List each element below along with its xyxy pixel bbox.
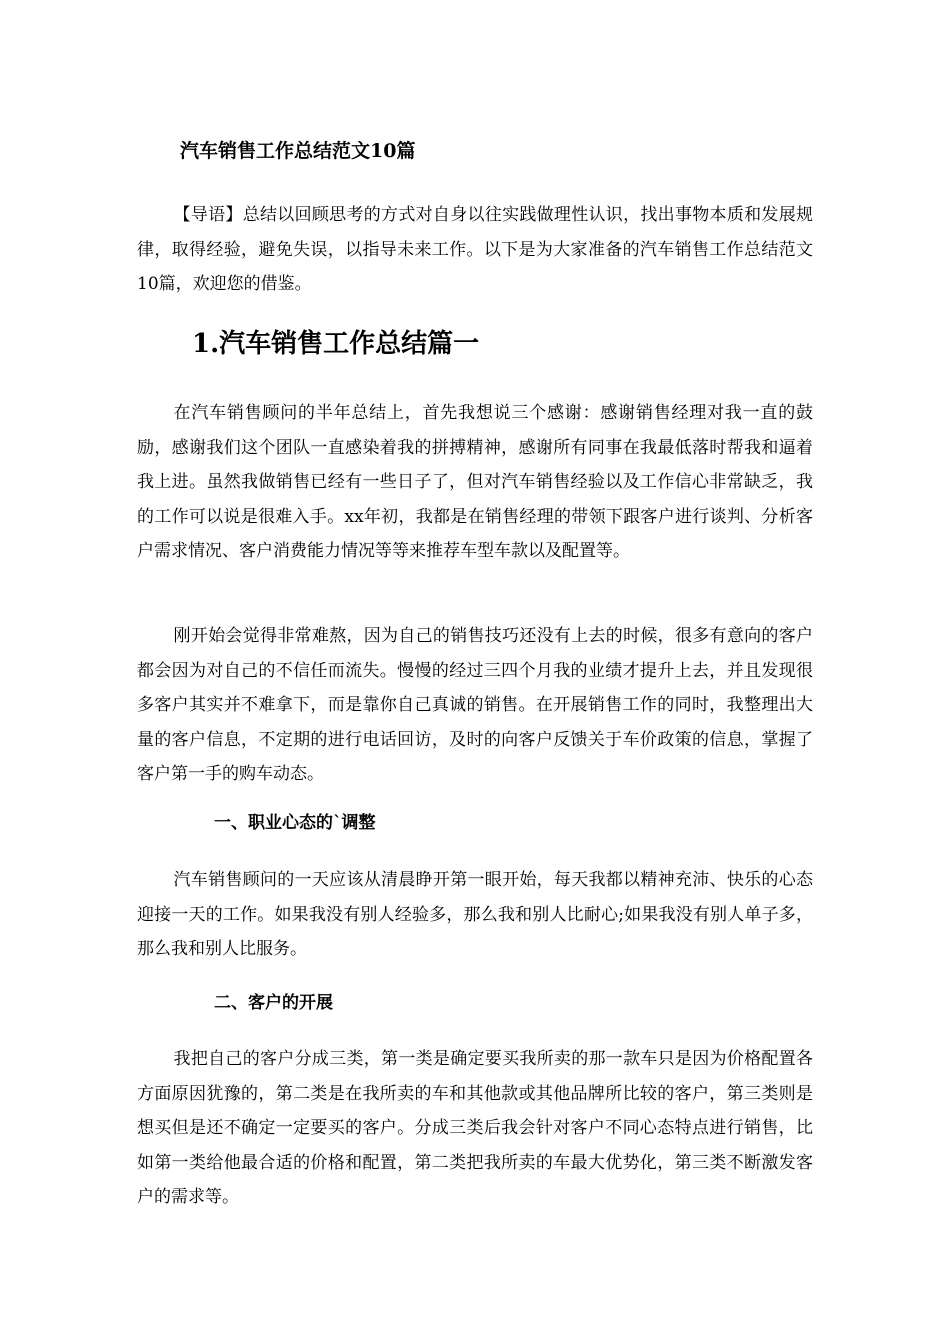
body-paragraph-1: 在汽车销售顾问的半年总结上，首先我想说三个感谢：感谢销售经理对我一直的鼓励，感谢我们这个团队一直感染着我的拼搏精神，感谢所有同事在我最低落时帮我和逼着我上进。虽然我做销售已经有一些日子了，但对汽车销售经验以及工作信心非常缺乏，我的工作可以说是很难入手。xx年初，我都是在销售经理的带领下跟客户进行谈判、分析客户需求情况、客户消费能力情况等等来推荐车型车款以及配置等。 bbox=[137, 403, 813, 561]
subsection-heading-1: 一、职业心态的`调整 bbox=[214, 813, 376, 833]
intro-paragraph: 【导语】总结以回顾思考的方式对自身以往实践做理性认识，找出事物本质和发展规律，取得经验，避免失误，以指导未来工作。以下是为大家准备的汽车销售工作总结范文10篇，欢迎您的借鉴。 bbox=[137, 205, 813, 294]
subsection-body-2: 我把自己的客户分成三类，第一类是确定要买我所卖的那一款车只是因为价格配置各方面原因犹豫的，第二类是在我所卖的车和其他款或其他品牌所比较的客户，第三类则是想买但是还不确定一定要买的客户。分成三类后我会针对客户不同心态特点进行销售，比如第一类给他最合适的价格和配置，第二类把我所卖的车最大优势化，第三类不断激发客户的需求等。 bbox=[137, 1049, 813, 1207]
subsection-heading-2: 二、客户的开展 bbox=[214, 993, 333, 1013]
body-paragraph-2: 刚开始会觉得非常难熬，因为自己的销售技巧还没有上去的时候，很多有意向的客户都会因为对自己的不信任而流失。慢慢的经过三四个月我的业绩才提升上去，并且发现很多客户其实并不难拿下，而是靠你自己真诚的销售。在开展销售工作的同时，我整理出大量的客户信息，不定期的进行电话回访，及时的向客户反馈关于车价政策的信息，掌握了客户第一手的购车动态。 bbox=[137, 626, 813, 784]
section-heading: 1.汽车销售工作总结篇一 bbox=[192, 329, 480, 359]
subsection-body-1: 汽车销售顾问的一天应该从清晨睁开第一眼开始，每天我都以精神充沛、快乐的心态迎接一天的工作。如果我没有别人经验多，那么我和别人比耐心;如果我没有别人单子多，那么我和别人比服务。 bbox=[137, 870, 813, 959]
document-title: 汽车销售工作总结范文10篇 bbox=[180, 140, 416, 162]
